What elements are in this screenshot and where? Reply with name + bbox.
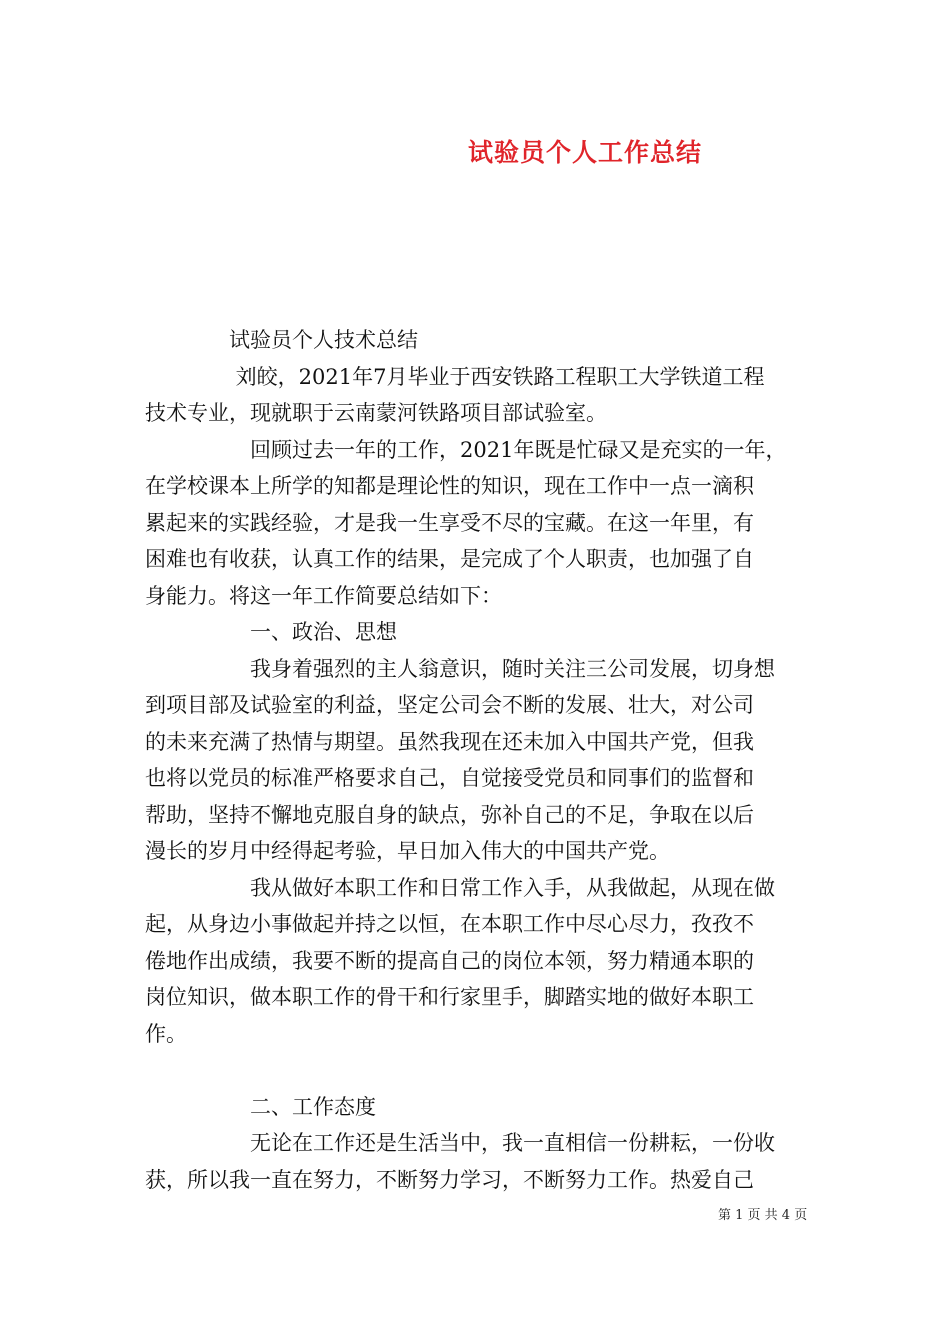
body-line: 倦地作出成绩，我要不断的提高自己的岗位本领，努力精通本职的 — [145, 948, 754, 973]
document-body — [145, 322, 825, 1198]
section-heading: 二、工作态度 — [145, 1094, 376, 1119]
body-line: 起，从身边小事做起并持之以恒，在本职工作中尽心尽力，孜孜不 — [145, 912, 754, 936]
body-line: 在学校课本上所学的知都是理论性的知识，现在工作中一点一滴积 — [145, 474, 754, 498]
body-line: 技术专业，现就职于云南蒙河铁路项目部试验室。 — [145, 401, 607, 425]
body-line: 漫长的岁月中经得起考验，早日加入伟大的中国共产党。 — [145, 839, 670, 863]
body-line: 累起来的实践经验，才是我一生享受不尽的宝藏。在这一年里，有 — [145, 510, 754, 535]
body-line: 帮助，坚持不懈地克服自身的缺点，弥补自己的不足，争取在以后 — [145, 802, 754, 827]
document-title: 试验员个人工作总结 — [468, 138, 703, 167]
blank-line — [145, 1052, 825, 1089]
body-line: 的未来充满了热情与期望。虽然我现在还未加入中国共产党，但我 — [145, 729, 754, 754]
body-line: 无论在工作还是生活当中，我一直相信一份耕耘，一份收 — [145, 1131, 775, 1155]
body-line: 困难也有收获，认真工作的结果，是完成了个人职责，也加强了自 — [145, 547, 754, 571]
body-line: 我身着强烈的主人翁意识，随时关注三公司发展，切身想 — [145, 656, 775, 681]
body-line: 获，所以我一直在努力，不断努力学习，不断努力工作。热爱自己 — [145, 1167, 754, 1192]
body-line: 刘皎，2021年7月毕业于西安铁路工程职工大学铁道工程 — [145, 364, 765, 389]
body-line: 身能力。将这一年工作简要总结如下： — [145, 583, 502, 608]
page-number: 第 1 页 共 4 页 — [718, 1208, 808, 1223]
section-heading: 一、政治、思想 — [145, 620, 397, 644]
body-line: 到项目部及试验室的利益，坚定公司会不断的发展、壮大，对公司 — [145, 693, 754, 717]
body-line: 作。 — [145, 1021, 187, 1046]
body-line: 也将以党员的标准严格要求自己，自觉接受党员和同事们的监督和 — [145, 766, 754, 790]
body-line: 我从做好本职工作和日常工作入手，从我做起，从现在做 — [145, 875, 775, 900]
body-line: 试验员个人技术总结 — [145, 328, 418, 352]
body-line: 回顾过去一年的工作，2021年既是忙碌又是充实的一年， — [145, 437, 787, 462]
body-line: 岗位知识，做本职工作的骨干和行家里手，脚踏实地的做好本职工 — [145, 985, 754, 1009]
